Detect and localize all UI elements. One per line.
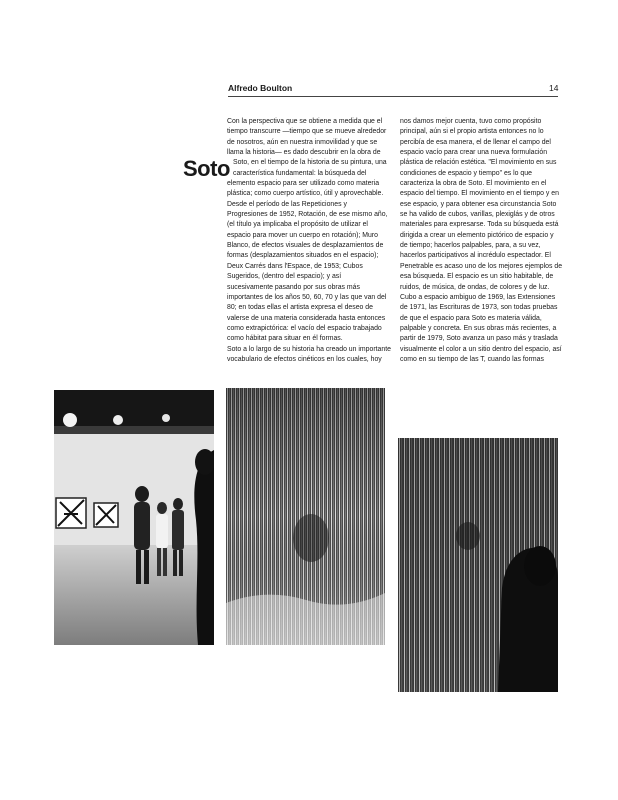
text-line: se ha valido de cubos, varillas, plexiglás y de otros <box>400 211 555 219</box>
text-line: dirigida a crear un elemento pictórico de espacio y <box>400 231 554 239</box>
text-line: plástica; como cuerpo artístico, útil y aprovechable. <box>227 190 384 198</box>
text-line: Sugeridos, (dentro del espacio); y así <box>227 273 342 281</box>
gallery-visitors-photo <box>54 390 214 645</box>
text-line: materiales para expresarse. Toda su búsqueda está <box>400 221 559 229</box>
text-line: Desde el período de las Repeticiones y <box>227 200 347 208</box>
text-line: ruidos, de música, de ondas, de colores y de luz. <box>400 283 550 291</box>
text-line: vocabulario de efectos cinéticos en los cuales, hoy <box>227 355 382 363</box>
text-line: sucesivamente pasando por sus obras más <box>227 283 360 291</box>
penetrable-strands-photo <box>226 388 385 645</box>
text-line: espacio para mover un cuerpo en rotación); Muro <box>227 231 378 239</box>
header-rule <box>228 96 558 97</box>
text-line: de nosotros, aún en nuestra inmovilidad y que se <box>227 138 378 146</box>
text-line: partir de 1979, Soto avanza un paso más y traslada <box>400 335 558 343</box>
text-line: palpable y concreta. En sus obras más recientes, a <box>400 324 557 332</box>
text-line: plástica de relación estética. "El movimiento en sus <box>400 159 557 167</box>
text-line: Soto a lo largo de su historia ha creado un importante <box>227 345 391 353</box>
text-line: de 1971, las Escrituras de 1973, son todas pruebas <box>400 304 558 312</box>
text-line: espacio vacío para crear una nueva formulación <box>400 149 548 157</box>
text-line: Soto, en el tiempo de la historia de su pintura, una <box>233 159 387 167</box>
text-line: principal, aún si el propio artista entonces no lo <box>400 128 544 136</box>
text-line: formas (desplazamientos situados en el espacio); <box>227 252 379 260</box>
running-header-author: Alfredo Boulton <box>228 83 293 93</box>
text-line: de tiempo; hacerlos palpables, para, a su vez, <box>400 242 541 250</box>
text-line: tiempo transcurre —tiempo que se mueve alrededor <box>227 128 387 136</box>
text-line: característica fundamental: la búsqueda del <box>233 169 367 177</box>
text-line: (el título ya implicaba el propósito de utilizar el <box>227 221 368 229</box>
text-line: percibía de esa manera, el de llenar el campo del <box>400 138 551 146</box>
text-line: ese espacio, y para obtener esa circunstancia Soto <box>400 200 557 208</box>
text-line: 80; en todas ellas el artista expresa el deseo de <box>227 304 373 312</box>
text-line: elemento espacio para ser utilizado como materia <box>227 180 380 188</box>
text-line: condiciones de espacio y tiempo" es lo que <box>400 169 532 177</box>
text-line: hacerlos participativos al incrédulo espectador. El <box>400 252 551 260</box>
text-line: espacio del tiempo. El movimiento en el tiempo y en <box>400 190 559 198</box>
text-line: Deux Carrés dans l'Espace, de 1953; Cubos <box>227 262 363 270</box>
text-line: como en su tiempo de las T, cuando las formas <box>400 355 544 363</box>
text-line: como extrapictórica: el vacío del espacio trabajado <box>227 324 382 332</box>
text-line: de que el espacio para Soto es materia válida, <box>400 314 542 322</box>
text-line: visualmente el color a un sitio dentro del espacio, así <box>400 345 562 353</box>
text-line: llama la historia— es dado descubrir en la obra de <box>227 149 381 157</box>
article-title: Soto <box>183 156 230 181</box>
page-number: 14 <box>549 83 559 93</box>
text-line: Progresiones de 1952, Rotación, de ese mismo año, <box>227 211 388 219</box>
text-column-left <box>227 117 393 365</box>
text-line: importantes de los años 50, 60, 70 y las que van del <box>227 293 387 301</box>
text-line: Penetrable es acaso uno de los mejores ejemplos de <box>400 262 563 270</box>
text-line: Cubo a espacio ambiguo de 1969, las Extensiones <box>400 293 556 301</box>
text-line: nos damos mejor cuenta, tuvo como propósito <box>400 118 542 125</box>
text-line: Blanco, de efectos visuales de desplazamientos de <box>227 242 384 250</box>
text-line: Con la perspectiva que se obtiene a medida que el <box>227 118 383 125</box>
penetrable-figure-photo <box>398 438 558 692</box>
text-column-right <box>400 117 566 365</box>
text-line: caracteriza la obra de Soto. El movimiento en el <box>400 180 547 188</box>
text-line: valerse de una materia considerada hasta entonces <box>227 314 386 322</box>
text-line: como hábitat para situar en él formas. <box>227 335 343 343</box>
text-line: esa búsqueda. El espacio es un sitio habitable, de <box>400 273 554 281</box>
